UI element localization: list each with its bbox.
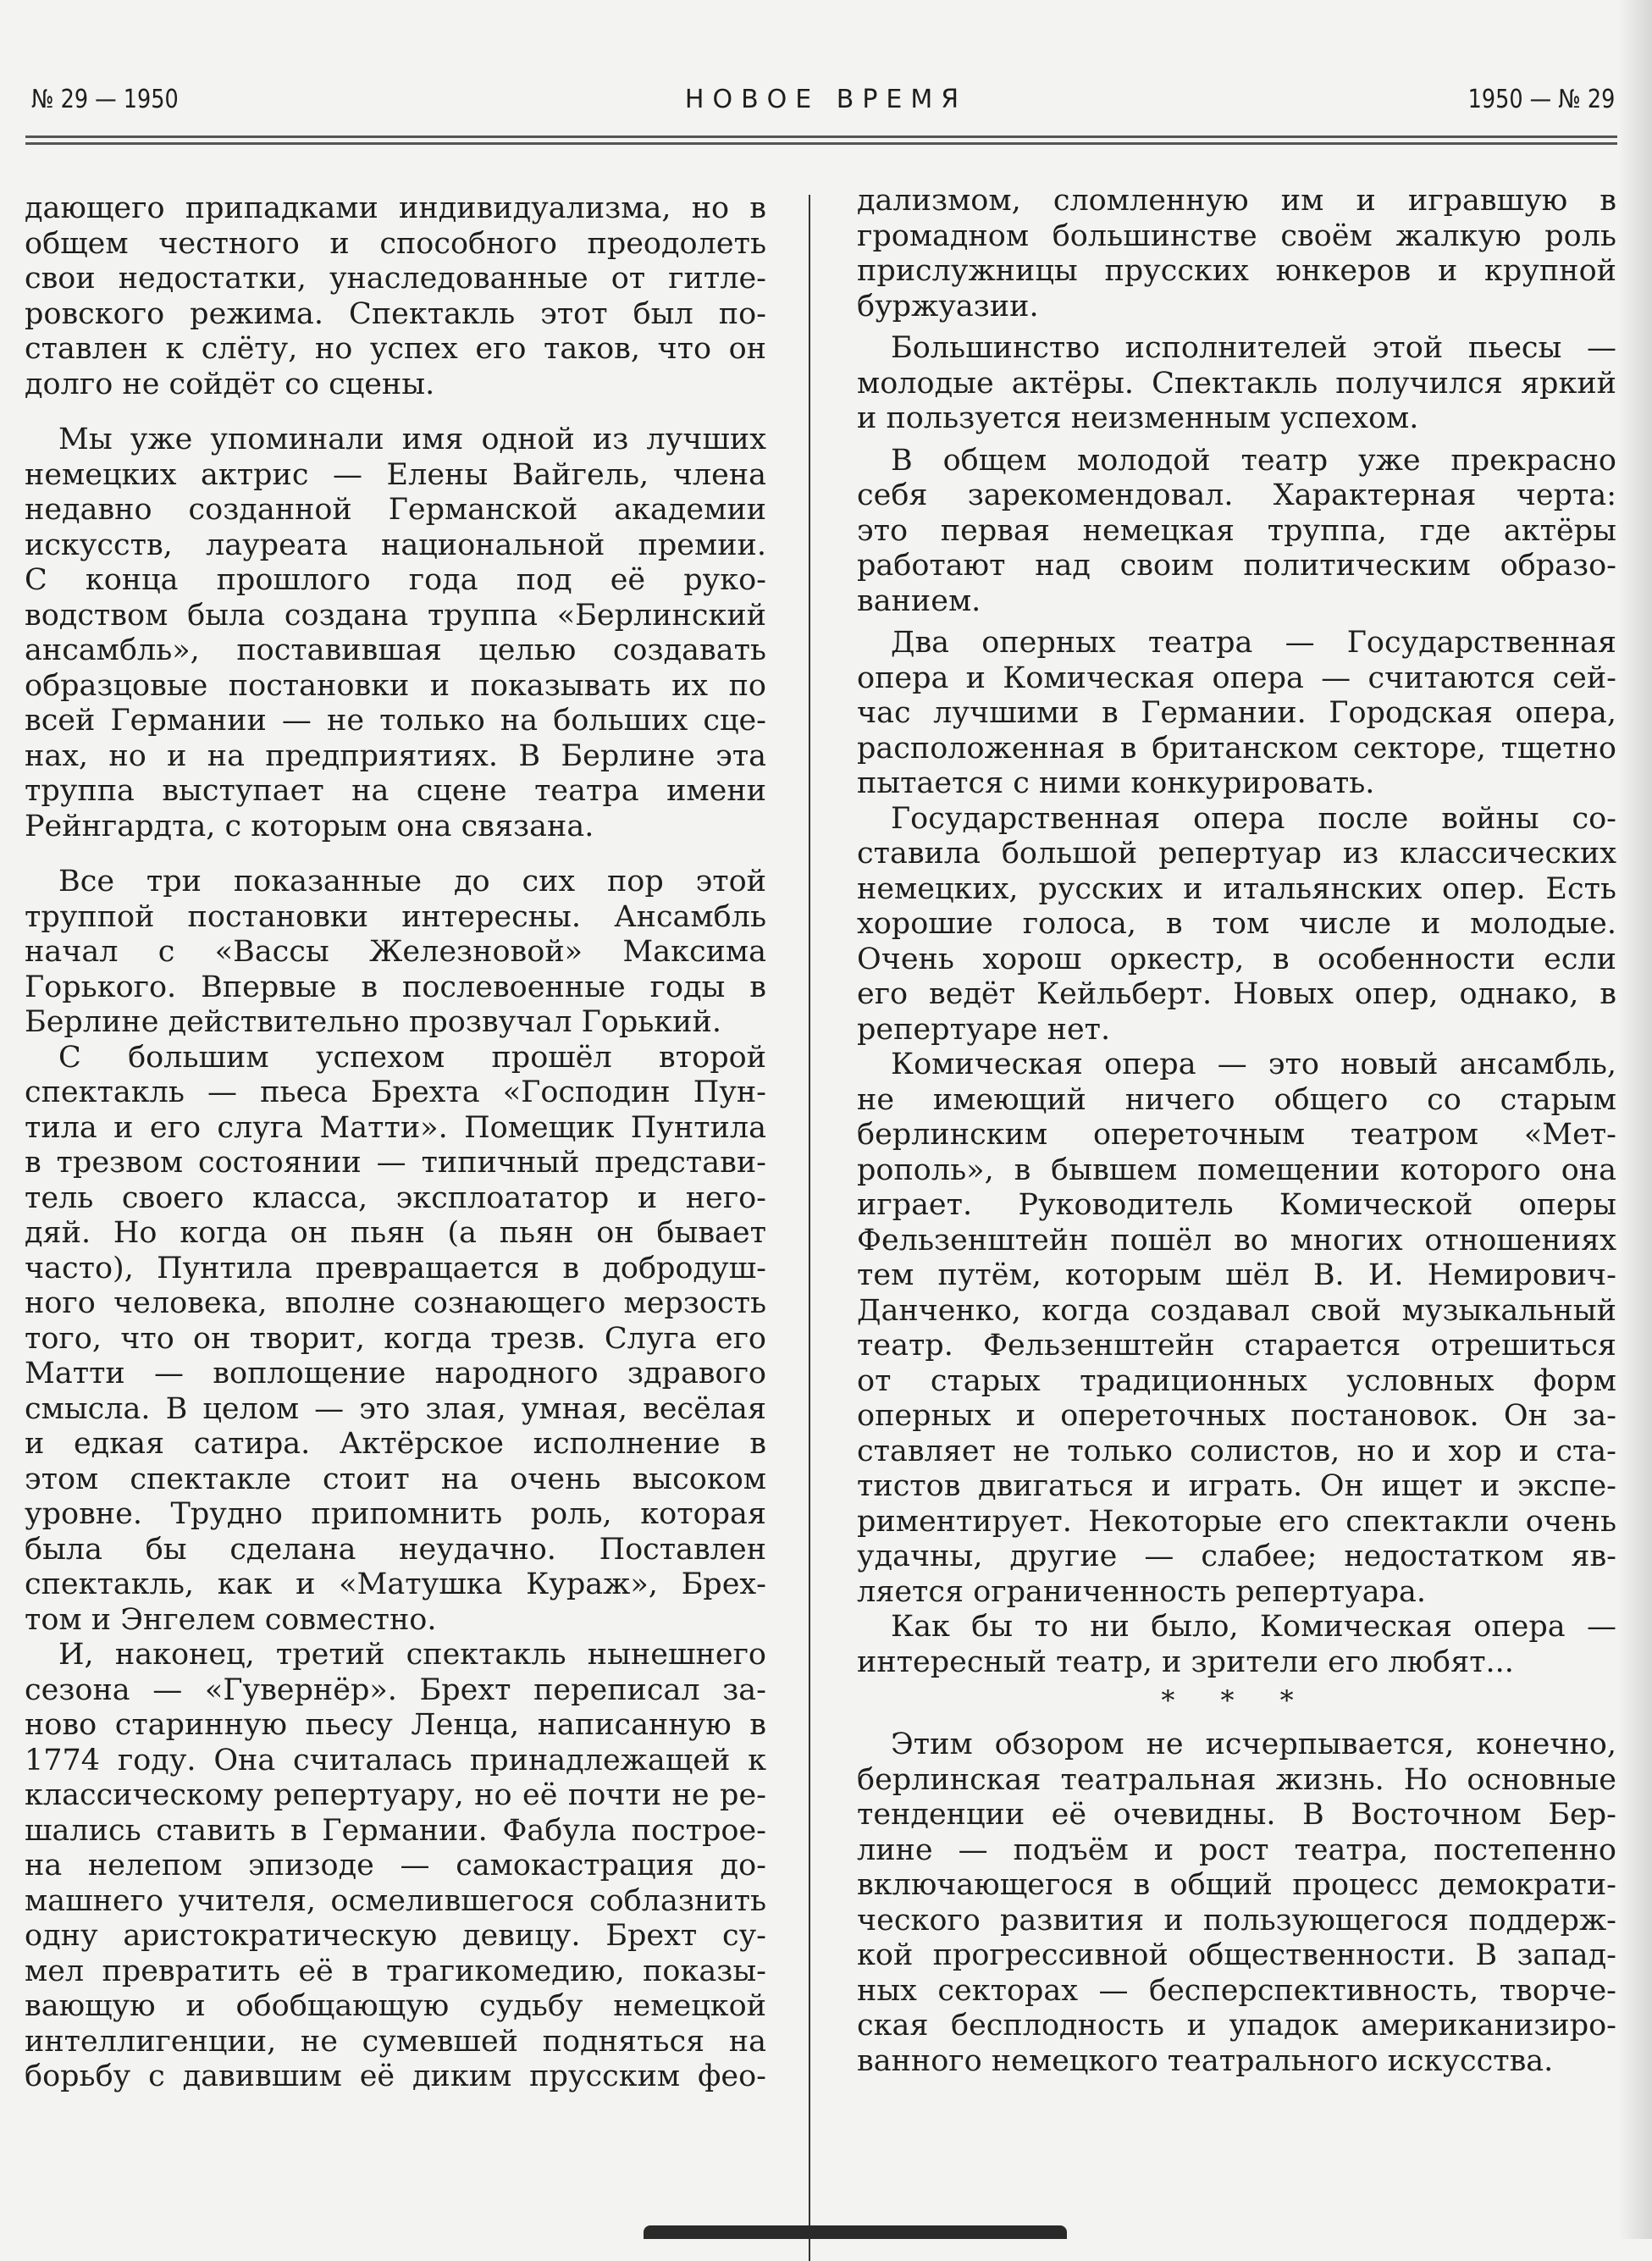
- issue-number-left: № 29 — 1950: [31, 85, 179, 114]
- text-line: в трезвом состоянии — типичный представи-: [25, 1146, 766, 1180]
- text-line: начал с «Вассы Железновой» Максима: [25, 935, 766, 969]
- text-line: Все три показанные до сих пор этой: [58, 865, 766, 898]
- text-line: Как бы то ни было, Комическая опера —: [891, 1610, 1616, 1644]
- text-line: этом спектакле стоит на очень высоком: [25, 1462, 766, 1496]
- text-line: и пользуется неизменным успехом.: [857, 401, 1419, 435]
- text-line: репертуаре нет.: [857, 1012, 1111, 1047]
- text-line: классическому репертуару, но её почти не ре-: [25, 1778, 766, 1812]
- text-line: опера и Комическая опера — считаются сей-: [857, 661, 1616, 695]
- text-line: ская бесплодность и упадок американизиро-: [857, 2009, 1616, 2043]
- text-line: Данченко, когда создавал свой музыкальный: [857, 1293, 1616, 1328]
- text-line: Матти — воплощение народного здравого: [25, 1357, 766, 1390]
- text-line: кой прогрессивной общественности. В запад-: [857, 1938, 1616, 1972]
- text-line: берлинским опереточным театром «Мет-: [857, 1118, 1616, 1152]
- text-line: ставляет не только солистов, но и хор и ста-: [857, 1434, 1616, 1468]
- paragraph: [857, 626, 1616, 802]
- text-line: долго не сойдёт со сцены.: [25, 367, 435, 401]
- text-line: включающегося в общий процесс демократи-: [857, 1868, 1616, 1902]
- text-line: дающего припадками индивидуализма, но в: [25, 191, 766, 225]
- text-line: интересный театр, и зрители его любят...: [857, 1645, 1514, 1679]
- text-line: того, что он творит, когда трезв. Слуга его: [25, 1321, 766, 1356]
- text-line: на нелепом эпизоде — самокастрация до-: [25, 1849, 766, 1882]
- paragraph: [25, 423, 766, 844]
- text-line: тенденции её очевидны. В Восточном Бер-: [857, 1798, 1616, 1832]
- right-column: [857, 184, 1616, 2079]
- text-line: и едкая сатира. Актёрское исполнение в: [25, 1427, 766, 1461]
- text-line: ставила большой репертуар из классических: [857, 837, 1616, 871]
- text-line: свои недостатки, унаследованные от гитле-: [25, 262, 766, 296]
- paragraph: [857, 184, 1616, 324]
- text-line: оперных и опереточных постановок. Он за-: [857, 1399, 1616, 1433]
- text-line: часто), Пунтила превращается в добродуш-: [25, 1251, 766, 1285]
- text-line: берлинская театральная жизнь. Но основные: [857, 1762, 1616, 1797]
- text-line: Рейнгардта, с которым она связана.: [25, 809, 594, 843]
- header-rule-bottom: [25, 142, 1617, 145]
- bottom-ink-mark: [644, 2225, 1067, 2239]
- text-line: Берлине действительно прозвучал Горький.: [25, 1005, 721, 1039]
- text-line: общем честного и способного преодолеть: [25, 226, 766, 261]
- text-line: образцовые постановки и показывать их по: [25, 668, 766, 703]
- text-line: спектакль, как и «Матушка Кураж», Брех-: [25, 1567, 766, 1601]
- text-line: молодые актёры. Спектакль получился яркий: [857, 366, 1616, 401]
- text-line: Этим обзором не исчерпывается, конечно,: [891, 1728, 1616, 1761]
- text-line: спектакль — пьеса Брехта «Господин Пун-: [25, 1075, 766, 1109]
- text-line: труппой постановки интересны. Ансамбль: [25, 899, 766, 934]
- text-line: искусств, лауреата национальной премии.: [25, 528, 766, 562]
- text-line: лине — подъём и рост театра, постепенно: [857, 1833, 1616, 1867]
- text-line: расположенная в британском секторе, тщетно: [857, 731, 1616, 766]
- text-line: работают над своим политическим образо-: [857, 549, 1616, 583]
- paragraph: [25, 191, 766, 402]
- text-line: смысла. В целом — это злая, умная, весёлая: [25, 1391, 766, 1426]
- text-line: С большим успехом прошёл второй: [58, 1040, 766, 1075]
- text-line: сезона — «Гувернёр». Брехт переписал за-: [25, 1672, 766, 1707]
- paragraph: [25, 865, 766, 1041]
- text-line: труппа выступает на сцене театра имени: [25, 774, 766, 808]
- text-line: Очень хорош оркестр, в особенности если: [857, 942, 1616, 976]
- text-line: интеллигенции, не сумевшей подняться на: [25, 2024, 766, 2059]
- text-line: шались ставить в Германии. Фабула построе-: [25, 1813, 766, 1848]
- text-line: 1774 году. Она считалась принадлежащей к: [25, 1743, 766, 1777]
- text-line: пытается с ними конкурировать.: [857, 766, 1375, 800]
- text-line: играет. Руководитель Комической оперы: [857, 1188, 1616, 1222]
- text-line: всей Германии — не только на больших сце-: [25, 704, 766, 738]
- text-line: тель своего класса, эксплоататор и него-: [25, 1180, 766, 1215]
- paragraph: [857, 444, 1616, 620]
- text-line: театр. Фельзенштейн старается отрешиться: [857, 1329, 1616, 1363]
- text-line: хорошие голоса, в том числе и молодые.: [857, 907, 1616, 941]
- text-line: нах, но и на предприятиях. В Берлине эта: [25, 738, 766, 773]
- text-line: тила и его слуга Матти». Помещик Пунтила: [25, 1110, 766, 1145]
- text-line: водством была создана труппа «Берлинский: [25, 598, 766, 633]
- text-line: С конца прошлого года под её руко-: [25, 563, 766, 597]
- text-line: ческого развития и пользующегося поддерж-: [857, 1903, 1616, 1938]
- text-line: была бы сделана неудачно. Поставлен: [25, 1532, 766, 1567]
- text-line: час лучшими в Германии. Городская опера,: [857, 696, 1616, 730]
- text-line: ансамбль», поставившая целью создавать: [25, 633, 766, 667]
- text-line: громадном большинстве своём жалкую роль: [857, 218, 1616, 253]
- text-line: риментирует. Некоторые его спектакли очень: [857, 1504, 1616, 1539]
- text-line: Мы уже упоминали имя одной из лучших: [58, 423, 766, 456]
- text-line: буржуазии.: [857, 289, 1039, 323]
- text-line: рополь», в бывшем помещении которого она: [857, 1153, 1616, 1187]
- text-line: борьбу с давившим её диким прусским фео-: [25, 2059, 766, 2093]
- text-line: прислужницы прусских юнкеров и крупной: [857, 254, 1616, 288]
- text-line: не имеющий ничего общего со старым: [857, 1082, 1616, 1117]
- paragraph: [857, 802, 1616, 1048]
- text-line: машнего учителя, осмелившегося соблазнить: [25, 1883, 766, 1918]
- text-line: удачны, другие — слабее; недостатком яв-: [857, 1540, 1616, 1573]
- paragraph: [857, 1610, 1616, 1680]
- text-line: от старых традиционных условных форм: [857, 1363, 1616, 1398]
- text-line: себя зарекомендовал. Характерная черта:: [857, 478, 1616, 512]
- text-line: ванного немецкого театрального искусства.: [857, 2043, 1554, 2078]
- text-line: мел превратить её в трагикомедию, показы-: [25, 1954, 766, 1988]
- text-line: В общем молодой театр уже прекрасно: [891, 443, 1616, 478]
- paragraph: [857, 1048, 1616, 1610]
- text-line: ровского режима. Спектакль этот был по-: [25, 296, 766, 331]
- text-line: ново старинную пьесу Ленца, написанную в: [25, 1708, 766, 1742]
- column-divider: [809, 195, 810, 2261]
- newspaper-title: НОВОЕ ВРЕМЯ: [684, 85, 968, 114]
- paragraph: [25, 1041, 766, 1639]
- text-line: Государственная опера после войны со-: [891, 801, 1616, 836]
- paragraph: [857, 331, 1616, 437]
- text-line: ставлен к слёту, но успех его таков, что он: [25, 332, 766, 366]
- paragraph: [857, 1728, 1616, 2079]
- text-line: тистов двигаться и играть. Он ищет и экспе-: [857, 1469, 1616, 1503]
- text-line: его ведёт Кейльберт. Новых опер, однако, в: [857, 977, 1616, 1011]
- issue-number-right: 1950 — № 29: [1467, 85, 1615, 114]
- text-line: Большинство исполнителей этой пьесы —: [891, 331, 1616, 365]
- text-line: ляется ограниченность репертуара.: [857, 1574, 1427, 1609]
- text-line: ных секторах — бесперспективность, творче-: [857, 1973, 1616, 2008]
- text-line: И, наконец, третий спектакль нынешнего: [58, 1638, 766, 1672]
- text-line: вающую и обобщающую судьбу немецкой: [25, 1989, 766, 2023]
- text-line: дализмом, сломленную им и игравшую в: [857, 184, 1616, 218]
- text-line: Два оперных театра — Государственная: [891, 626, 1616, 660]
- page-edge-shadow: [1618, 0, 1652, 2239]
- text-line: том и Энгелем совместно.: [25, 1602, 437, 1637]
- left-column: [25, 191, 766, 2095]
- paragraph: [25, 1638, 766, 2095]
- section-separator: * * *: [1161, 1684, 1312, 1716]
- header-rule-top: [25, 135, 1617, 138]
- text-line: Горького. Впервые в послевоенные годы в: [25, 970, 766, 1004]
- text-line: немецких, русских и итальянских опер. Есть: [857, 871, 1616, 906]
- text-line: Комическая опера — это новый ансамбль,: [891, 1048, 1616, 1081]
- text-line: дяй. Но когда он пьян (а пьян он бывает: [25, 1216, 766, 1250]
- text-line: это первая немецкая труппа, где актёры: [857, 513, 1616, 548]
- text-line: одну аристократическую девицу. Брехт су-: [25, 1919, 766, 1953]
- text-line: немецких актрис — Елены Вайгель, члена: [25, 457, 766, 492]
- text-line: ванием.: [857, 583, 981, 618]
- text-line: Фельзенштейн пошёл во многих отношениях: [857, 1223, 1616, 1258]
- text-line: тем путём, которым шёл В. И. Немирович-: [857, 1258, 1616, 1292]
- text-line: уровне. Трудно припомнить роль, которая: [25, 1497, 766, 1531]
- text-line: ного человека, вполне сознающего мерзость: [25, 1286, 766, 1320]
- text-line: недавно созданной Германской академии: [25, 493, 766, 527]
